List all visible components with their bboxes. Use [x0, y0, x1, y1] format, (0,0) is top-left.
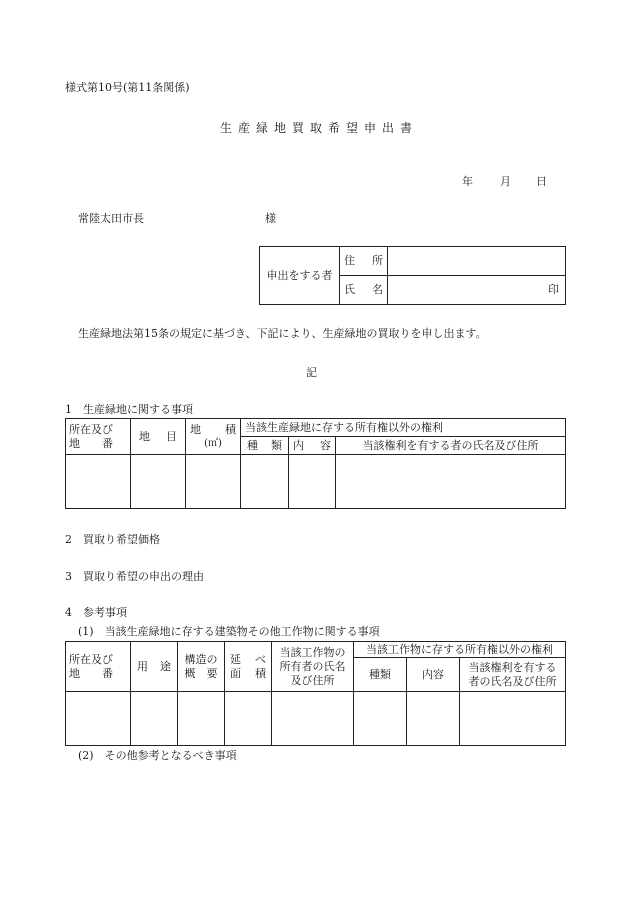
s1-col-area: 地 積 (㎡) [186, 419, 241, 455]
s1-cell-location[interactable] [66, 455, 131, 509]
date-day: 日 [536, 175, 547, 188]
s4-col-holder: 当該権利を有する 者の氏名及び住所 [460, 658, 566, 692]
s1-col-land: 地 目 [131, 419, 186, 455]
section4-sub2: (2) その他参考となるべき事項 [78, 749, 237, 762]
s4-cell-kind[interactable] [354, 692, 407, 746]
s1-col-holder: 当該権利を有する者の氏名及び住所 [336, 437, 566, 455]
address-field[interactable] [388, 247, 566, 276]
date-month: 月 [500, 175, 511, 188]
s4-col-floor: 延 べ 面 積 [225, 642, 272, 692]
section4-table [65, 641, 566, 746]
section4-sub1: (1) 当該生産緑地に存する建築物その他工作物に関する事項 [78, 625, 380, 638]
name-field[interactable] [388, 276, 566, 305]
section1-heading: 1 生産緑地に関する事項 [65, 403, 193, 416]
form-number: 様式第10号(第11条関係) [65, 81, 190, 94]
section2-heading: 2 買取り希望価格 [65, 533, 160, 546]
s4-cell-holder[interactable] [460, 692, 566, 746]
s4-col-structure: 構造の 概 要 [178, 642, 225, 692]
s4-col-kind: 種類 [354, 658, 407, 692]
address-label: 住 所 [340, 247, 388, 276]
s4-cell-owner[interactable] [272, 692, 354, 746]
section1-table [65, 418, 566, 509]
s4-col-content: 内容 [407, 658, 460, 692]
date-year: 年 [462, 175, 473, 188]
s4-cell-floor[interactable] [225, 692, 272, 746]
applicant-label: 申出をする者 [260, 247, 340, 305]
s1-cell-content[interactable] [289, 455, 336, 509]
s4-col-location: 所在及び 地 番 [66, 642, 131, 692]
s4-col-owner: 当該工作物の 所有者の氏名 及び住所 [272, 642, 354, 692]
s1-cell-area[interactable] [186, 455, 241, 509]
applicant-table [259, 246, 566, 305]
s4-cell-structure[interactable] [178, 692, 225, 746]
s1-col-kind: 種 類 [241, 437, 289, 455]
body-text: 生産緑地法第15条の規定に基づき、下記により、生産緑地の買取りを申し出ます。 [78, 327, 487, 340]
s4-cell-content[interactable] [407, 692, 460, 746]
name-label: 氏 名 [340, 276, 388, 305]
s1-col-location: 所在及び 地 番 [66, 419, 131, 455]
s1-cell-land[interactable] [131, 455, 186, 509]
s1-col-rights: 当該生産緑地に存する所有権以外の権利 [241, 419, 566, 437]
s1-cell-holder[interactable] [336, 455, 566, 509]
section4-heading: 4 参考事項 [65, 606, 127, 619]
addressee-name: 常陸太田市長 [78, 212, 144, 225]
seal-mark: 印 [548, 283, 559, 296]
section3-heading: 3 買取り希望の申出の理由 [65, 570, 204, 583]
document-title: 生産緑地買取希望申出書 [220, 121, 419, 135]
s1-cell-kind[interactable] [241, 455, 289, 509]
s4-cell-use[interactable] [131, 692, 178, 746]
addressee-honorific: 様 [265, 212, 276, 225]
ki-label: 記 [306, 366, 317, 379]
s1-col-content: 内 容 [289, 437, 336, 455]
s4-cell-location[interactable] [66, 692, 131, 746]
s4-col-use: 用 途 [131, 642, 178, 692]
s4-col-rights: 当該工作物に存する所有権以外の権利 [354, 642, 566, 658]
